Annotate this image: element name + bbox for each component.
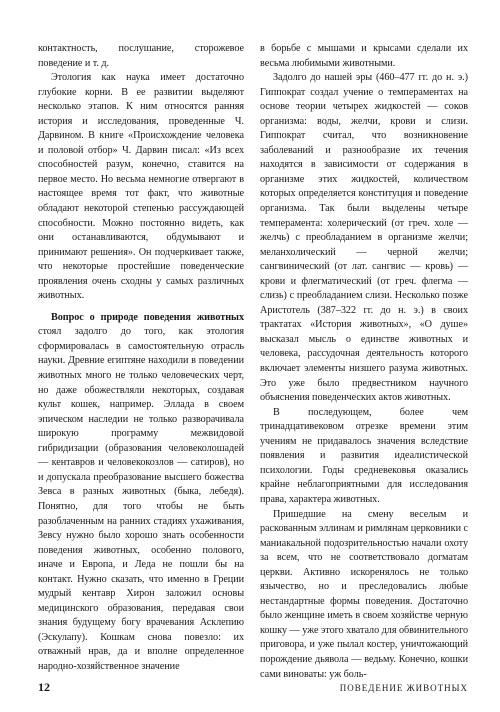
page-number: 12 bbox=[38, 680, 50, 694]
running-head: ПОВЕДЕНИЕ ЖИВОТНЫХ bbox=[339, 683, 468, 693]
section-lead-rest: стоял задолго до того, как этология сформировалась в самостоятельную отрасль науки. Древние египтяне находили в поведении животных много не только человеческих черт, но даже обожествляли некоторых, создавая культ кошек, например. Эллада в своем эпическом наследии не только разворачивала широкую программу межвидовой гибридизации (образования человеколошадей — кентавров и человекокозлов — сатиров), но и допускала преобразование высшего божества Зевса в разных животных (быка, лебедя). Понятно, для того чтобы не быть разоблаченным на ранних стадиях ухаживания, Зевсу нужно было хорошо знать особенности поведения животных, особенно полового, иначе и Европа, и Леда не пошли бы на контакт. Нужно сказать, что именно в Греции мудрый кентавр Хирон заложил основы медицинского образования, передавая свои знания будущему богу врачевания Асклепию (Эскулапу). Кошкам снова повезло: их отважный нрав, да и вполне определенное народно-хозяйственное значение bbox=[38, 326, 244, 672]
right-paragraph-3: В последующем, более чем тринадцативековом отрезке времени этим учениям не придавалось значения вследствие появления и развития идеалистической психологии. Годы средневековья оказались крайне неблагоприятными для исследования права, характера животных. bbox=[260, 406, 468, 505]
left-paragraph-3 bbox=[38, 311, 244, 675]
right-paragraph-1: в борьбе с мышами и крысами сделали их весьма любимыми животными. bbox=[260, 43, 468, 69]
section-lead-bold: Вопрос о природе поведения животных bbox=[51, 311, 244, 323]
left-column bbox=[38, 42, 244, 675]
right-column bbox=[260, 42, 468, 682]
left-paragraph-2: Этология как наука имеет достаточно глубокие корни. В ее развитии выделяют несколько этапов. К ним относятся ранняя история и исследования, проведенные Ч. Дарвином. В книге «Происхождение человека и половой отбор» Ч. Дарвин писал: «Из всех способностей разум, конечно, ставится на первое место. Но весьма немногие отвергают в настоящее время тот факт, что животные обладают некоторой степенью рассуждающей способности. Можно постоянно видеть, как они останавливаются, обдумывают и принимают решения». Он подчеркивает также, что некоторые простейшие поведенческие проявления очень сходны у самых различных животных. bbox=[38, 72, 244, 302]
left-paragraph-1: контактность, послушание, сторожевое поведение и т. д. bbox=[38, 43, 244, 69]
page-footer bbox=[38, 680, 468, 695]
right-paragraph-2: Задолго до нашей эры (460–477 гг. до н. э.) Гиппократ создал учение о темпераментах на основе теории четырех жидкостей — соков организма: воды, желчи, крови и слизи. Гиппократ считал, что возникновение заболеваний и разнообразие их течения находятся в зависимости от содержания в организме этих жидкостей, количеством которых определяется конституция и поведение организма. Так были выделены четыре темперамента: холерический (от греч. холе — желчь) с преобладанием в организме желчи; меланхолический — черной желчи; сангвинический (от лат. сангвис — кровь) — крови и флегматический (от греч. флегма — слизь) с преобладанием слизи. Несколько позже Аристотель (387–322 гг. до н. э.) в своих трактатах «История животных», «О душе» высказал мысль о единстве животных и человека, рассудочная деятельность которого включает элементы низшего разума животных. Это уже было предвестником научного объяснения поведенческих актов животных. bbox=[260, 72, 468, 404]
right-paragraph-4: Пришедшие на смену веселым и раскованным эллинам и римлянам церковники с маниакальной подозрительностью начали охоту за всем, что не соответствовало догматам церкви. Активно искоренялось не только язычество, но и преследовались любые нестандартные формы поведения. Достаточно было женщине иметь в своем хозяйстве черную кошку — уже этого хватало для обвинительного приговора, и уже пылал костер, уничтожающий порождение дьявола — ведьму. Конечно, кошки сами виноваты: уж боль- bbox=[260, 508, 468, 680]
